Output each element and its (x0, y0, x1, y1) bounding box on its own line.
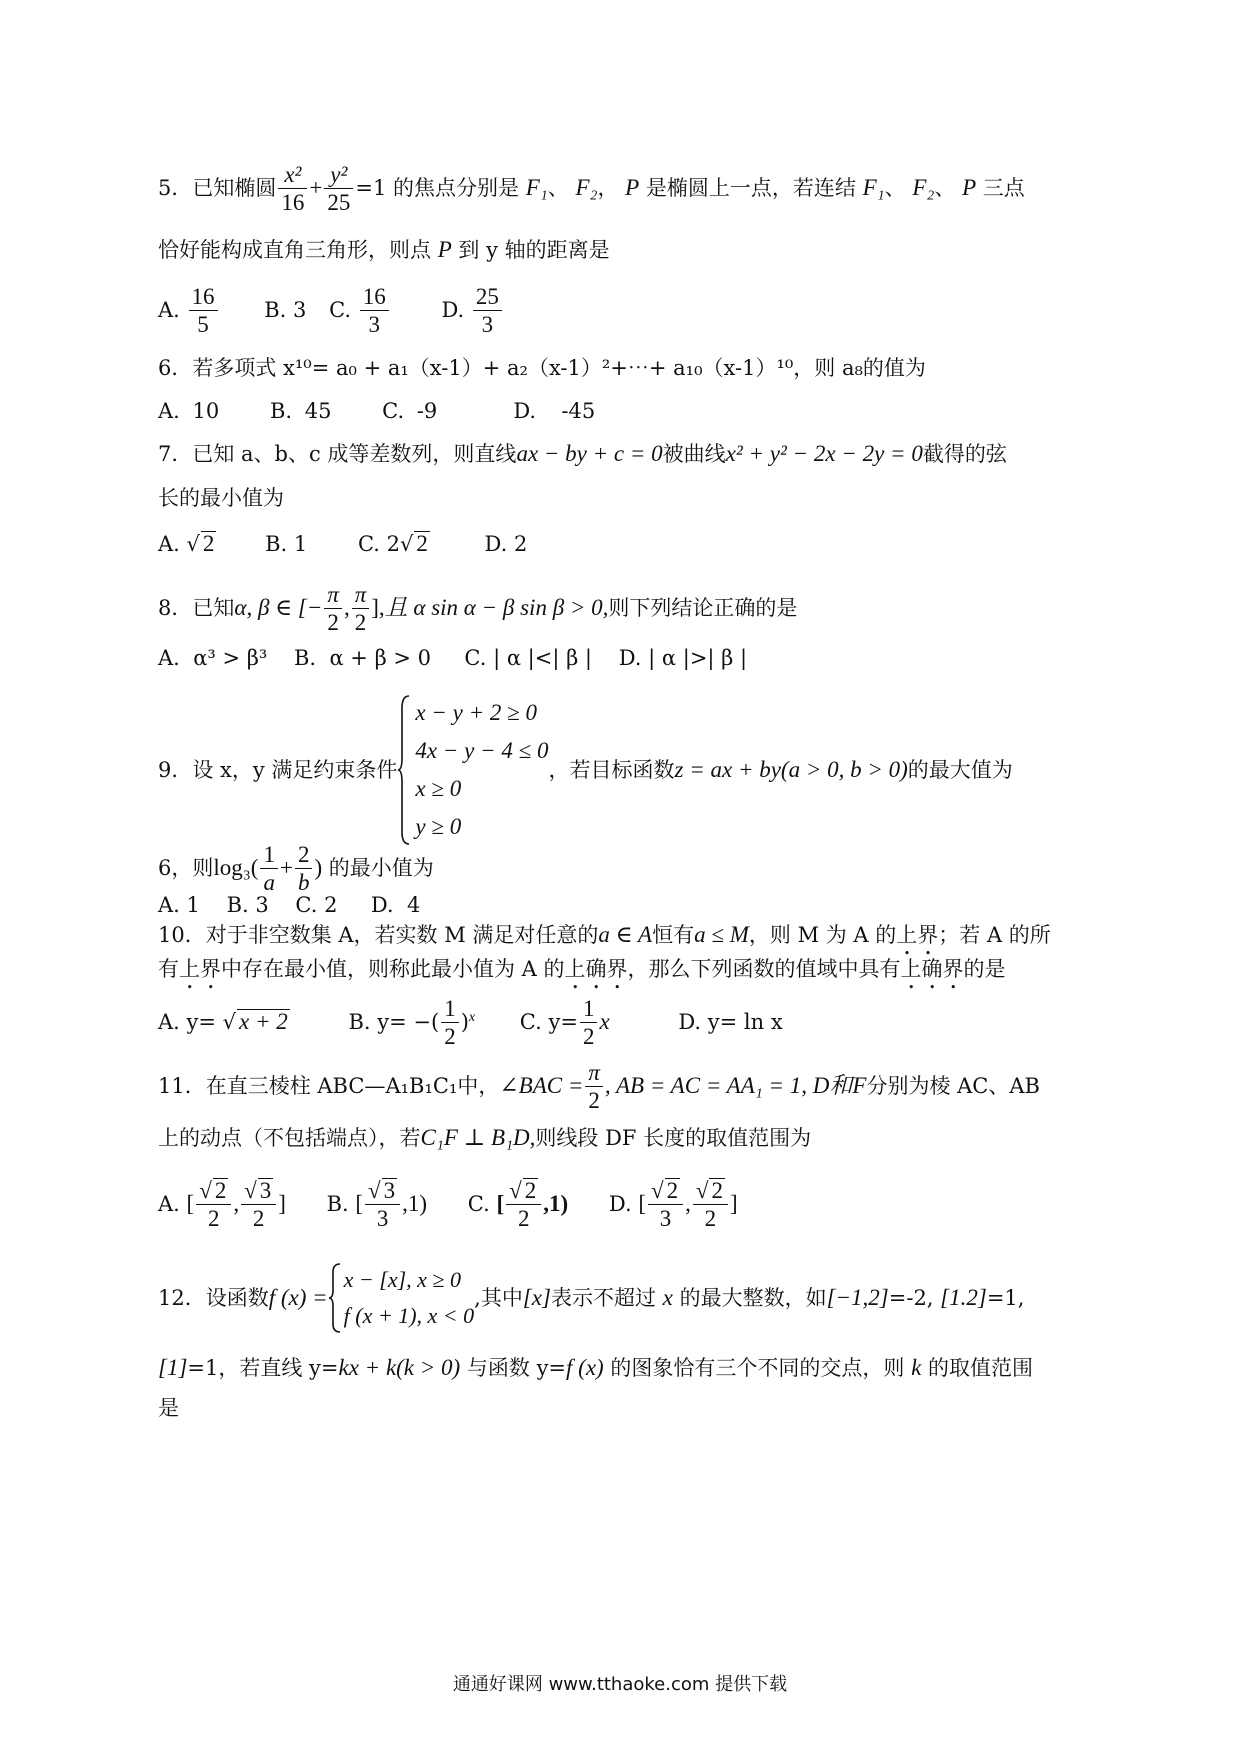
question-5-line-1: 5．已知椭圆 $\frac{\text{x²}}{16}$ + $\frac{\text{y²}}{25}$ =1 的焦点分别是 F₁、 F₂， P 是椭圆上一点，若连结 F₁、 F₂、 P 三点 (158, 162, 1025, 215)
q12-piecewise: x − [x], x ≥ 0 f (x + 1), x < 0 (328, 1262, 475, 1334)
q5-frac-y: $\frac{\text{y²}}{25}$ (324, 162, 353, 217)
q9-constraint-system: x − y + 2 ≥ 0 4x − y − 4 ≤ 0 x ≥ 0 y ≥ 0 (397, 694, 548, 846)
question-7-options: A. √ 2 B. 1 C. 2√ 2 D. 2 (158, 531, 528, 556)
question-12-line-3: 是 (158, 1396, 179, 1420)
question-10-line-1: 10．对于非空数集 A，若实数 M 满足对任意的a ∈ A恒有a ≤ M，则 M 为 A 的上界；若 A 的所 (158, 922, 1051, 947)
q9-frac-1: $\frac{1}{a}$ (260, 842, 278, 897)
question-5-options: A. $\frac{16}{5}$ B. 3 C. $\frac{16}{3}$ D. $\frac{25}{3}$ (158, 284, 504, 339)
q5-frac-x: $\frac{\text{x²}}{16}$ (278, 162, 307, 217)
q8-frac-2: $\frac{\pi}{2}$ (352, 582, 370, 637)
question-11-options: A. [ $\frac{√ 2}{2}$ , $\frac{√ 3}{2}$ ] B. [ $\frac{√ 3}{3}$ ,1) C. [ $\frac{√ 2}{2}$ ,1) D. [ $\frac{√ 2}{3}$ , $\frac{√ 2}{2}$ ] (158, 1178, 738, 1231)
question-6-options: A. 10 B. 45 C. -9 D. -45 (158, 399, 596, 423)
q5-optC-frac: $\frac{16}{3}$ (360, 284, 389, 339)
footer-watermark: 通通好课网 www.tthaoke.com 提供下载 (452, 1674, 788, 1695)
left-brace-icon (328, 1262, 342, 1334)
question-7-line-1: 7．已知 a、b、c 成等差数列，则直线ax − by + c = 0被曲线x² + y² − 2x − 2y = 0截得的弦 (158, 441, 1007, 466)
question-7-line-2: 长的最小值为 (158, 486, 284, 510)
question-9-line-2: 6，则log₃( $\frac{1}{a}$ + $\frac{2}{b}$ ) 的最小值为 (158, 842, 434, 895)
q10-optC-frac: $\frac{1}{2}$ (580, 996, 598, 1051)
left-brace-icon (397, 694, 411, 846)
question-11-line-2: 上的动点（不包括端点），若C₁F ⊥ B₁D,则线段 DF 长度的取值范围为 (158, 1125, 812, 1150)
question-5-line-2: 恰好能构成直角三角形，则点 P 到 y 轴的距离是 (158, 237, 610, 262)
q5-optA-frac: $\frac{16}{5}$ (189, 284, 218, 339)
q11-optD-frac2: $\frac{√ 2}{2}$ (693, 1178, 728, 1233)
question-12-line-2: [1]=1，若直线 y=kx + k(k > 0) 与函数 y=f (x) 的图象恰有三个不同的交点，则 k 的取值范围 (158, 1355, 1033, 1380)
q11-optB-frac: $\frac{√ 3}{3}$ (365, 1178, 400, 1233)
q11-optA-frac2: $\frac{√ 3}{2}$ (241, 1178, 276, 1233)
question-9-options: A. 1 B. 3 C. 2 D. 4 (158, 893, 421, 917)
question-8-line: 8．已知α, β ∈ [− $\frac{\pi}{2}$ , $\frac{\pi}{2}$ ],且 α sin α − β sin β > 0,则下列结论正确的是 (158, 582, 798, 635)
question-9-line-1: 9．设 x，y 满足约束条件 x − y + 2 ≥ 0 4x − y − 4 ≤ 0 x ≥ 0 y ≥ 0 ，若目标函数z = ax + by(a > 0, b > 0)的最大值为 (158, 694, 1013, 846)
q11-frac: $\frac{\pi}{2}$ (585, 1060, 603, 1115)
q5-optD-frac: $\frac{25}{3}$ (473, 284, 502, 339)
q10-optB-frac: $\frac{1}{2}$ (441, 996, 459, 1051)
question-12-line-1: 12．设函数f (x) = x − [x], x ≥ 0 f (x + 1), x < 0 ,其中[x]表示不超过 x 的最大整数，如[−1,2]=-2, [1.2]=1, (158, 1262, 1024, 1334)
q9-frac-2: $\frac{2}{b}$ (295, 842, 313, 897)
q8-frac-1: $\frac{\pi}{2}$ (324, 582, 342, 637)
question-6-line: 6．若多项式 x¹⁰= a₀ + a₁（x-1）+ a₂（x-1）²+⋯+ a₁₀（x-1）¹⁰，则 a₈的值为 (158, 356, 926, 380)
question-10-line-2: 有上界中存在最小值，则称此最小值为 A 的上确界，那么下列函数的值域中具有上确界的是 (158, 957, 1006, 981)
q11-optC-frac: $\frac{√ 2}{2}$ (506, 1178, 541, 1233)
question-11-line-1: 11．在直三棱柱 ABC—A₁B₁C₁中，∠BAC = $\frac{\pi}{2}$ , AB = AC = AA₁ = 1, D和F分别为棱 AC、AB (158, 1060, 1040, 1113)
q5-prefix: 5．已知椭圆 (158, 176, 277, 200)
question-8-options: A. α³ > β³ B. α + β > 0 C. | α |<| β | D. | α |>| β | (158, 646, 748, 670)
q11-optA-frac1: $\frac{√ 2}{2}$ (196, 1178, 231, 1233)
q11-optD-frac1: $\frac{√ 2}{3}$ (648, 1178, 683, 1233)
question-10-options: A. y= √ x + 2 B. y= −( $\frac{1}{2}$ )$^x$ C. y= $\frac{1}{2}$ x D. y= ln x (158, 996, 783, 1049)
